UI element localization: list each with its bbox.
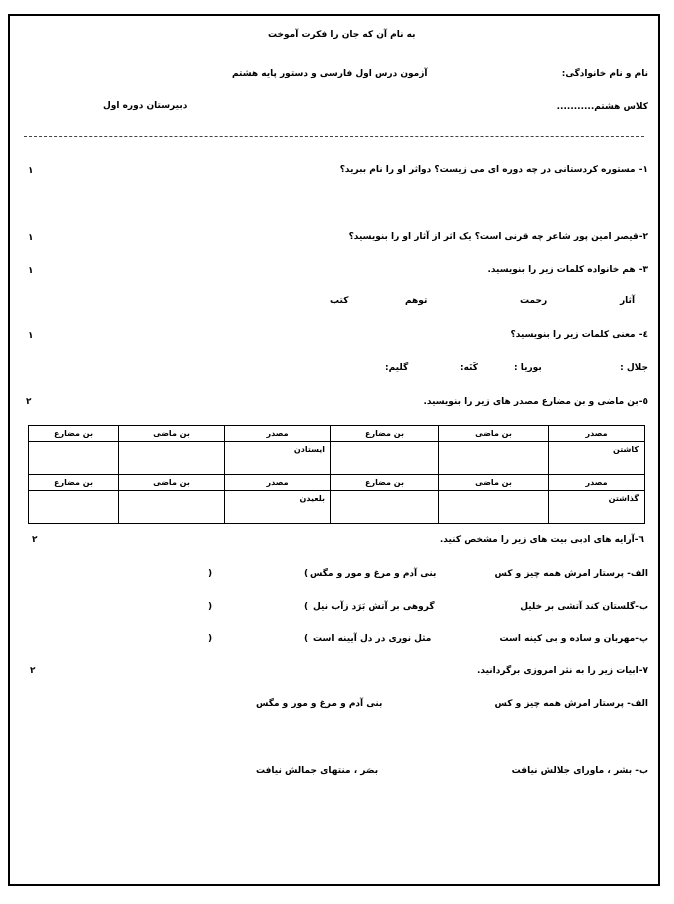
q6-paren-close: ): [208, 602, 213, 612]
q6-score: ۲: [32, 535, 38, 545]
q6-verse-left: گروهی بر آتش بَرَد زآب نیل: [313, 602, 435, 612]
answer-cell[interactable]: [439, 491, 549, 524]
q6-verse-right: پ-مهربان و ساده و بی کینه است: [499, 634, 648, 644]
q6-verse-left: بنی آدم و مرغ و مور و مگس: [310, 569, 437, 579]
table-header-cell: مصدر: [549, 426, 645, 442]
answer-cell[interactable]: [119, 442, 225, 475]
q4-word: گلیم:: [385, 363, 409, 373]
q6-verse-right: الف- پرستار امرش همه چیز و کس: [494, 569, 648, 579]
table-header-cell: مصدر: [225, 475, 331, 491]
header-divider: [24, 136, 644, 137]
q2-text: ۲-قیصر امین پور شاعر چه قرنی است؟ یک اثر از آثار او را بنویسید؟: [348, 232, 648, 242]
q3-score: ۱: [28, 266, 34, 276]
q6-paren-open: (: [304, 602, 309, 612]
answer-cell[interactable]: [119, 491, 225, 524]
name-label: نام و نام خانوادگی:: [561, 69, 648, 79]
infinitive-cell: ایستادن: [225, 442, 331, 475]
class-label: کلاس هشتم...........: [556, 102, 648, 112]
table-row: [29, 491, 645, 524]
q7-verse-right: الف- پرستار امرش همه چیز و کس: [494, 699, 648, 709]
q4-word: جلال :: [620, 363, 648, 373]
q5-table: [28, 425, 645, 524]
table-header-cell: مصدر: [549, 475, 645, 491]
q1-text: ۱- مستوره کردستانی در چه دوره ای می زیست؟ دواثر او را نام ببرید؟: [339, 165, 648, 175]
table-header-cell: بن مضارع: [331, 426, 439, 442]
table-header-cell: مصدر: [225, 426, 331, 442]
answer-cell[interactable]: [29, 491, 119, 524]
answer-cell[interactable]: [439, 442, 549, 475]
q7-verse-right: ب- بشر ، ماورای جلالش نیافت: [511, 766, 648, 776]
q3-text: ۳- هم خانواده کلمات زیر را بنویسید.: [487, 265, 648, 275]
infinitive-cell: بلعیدن: [225, 491, 331, 524]
q4-word: بوریا :: [514, 363, 542, 373]
table-header-cell: بن مضارع: [29, 475, 119, 491]
table-header-cell: بن ماضی: [119, 475, 225, 491]
q2-score: ۱: [28, 233, 34, 243]
q6-verse-right: ب-گلستان کند آتشی بر خلیل: [520, 602, 648, 612]
q3-word: کتب: [330, 296, 349, 306]
q6-paren-open: (: [304, 634, 309, 644]
table-header-cell: بن مضارع: [331, 475, 439, 491]
exam-title: آزمون درس اول فارسی و دستور پایه هشتم: [232, 69, 428, 79]
q7-text: ۷-ابیات زیر را به نثر امروزی برگردانید.: [477, 666, 648, 676]
q5-score: ۲: [26, 397, 32, 407]
q7-score: ۲: [30, 666, 36, 676]
table-header-cell: بن مضارع: [29, 426, 119, 442]
q6-paren-open: (: [304, 569, 309, 579]
school-name: دبیرستان دوره اول: [103, 101, 188, 111]
infinitive-cell: گذاشتن: [549, 491, 645, 524]
q7-verse-left: بصَر ، منتهای جمالش نیافت: [256, 766, 379, 776]
table-header-cell: بن ماضی: [439, 475, 549, 491]
table-header-cell: بن ماضی: [439, 426, 549, 442]
q6-paren-close: ): [208, 569, 213, 579]
table-header-row: [29, 475, 645, 491]
q6-verse-left: مثل نوری در دل آیینه است: [313, 634, 432, 644]
q1-score: ۱: [28, 166, 34, 176]
q4-word: کَنَه:: [460, 363, 478, 373]
table-header-row: [29, 426, 645, 442]
infinitive-cell: کاشتن: [549, 442, 645, 475]
q5-text: ٥-بن ماضی و بن مضارع مصدر های زیر را بنویسید.: [423, 397, 648, 407]
exam-page: [8, 14, 660, 886]
answer-cell[interactable]: [331, 442, 439, 475]
basmala: به نام آن که جان را فکرت آموخت: [268, 30, 416, 40]
q3-word: توهم: [405, 296, 428, 306]
q4-score: ۱: [28, 331, 34, 341]
q6-text: ٦-آرایه های ادبی بیت های زیر را مشخص کنید.: [439, 535, 644, 545]
table-header-cell: بن ماضی: [119, 426, 225, 442]
answer-cell[interactable]: [331, 491, 439, 524]
q4-text: ٤- معنی کلمات زیر را بنویسید؟: [510, 330, 648, 340]
q6-paren-close: ): [208, 634, 213, 644]
q7-verse-left: بنی آدم و مرغ و مور و مگس: [256, 699, 383, 709]
answer-cell[interactable]: [29, 442, 119, 475]
q3-word: رحمت: [520, 296, 548, 306]
table-row: [29, 442, 645, 475]
q3-word: آثار: [620, 296, 636, 306]
